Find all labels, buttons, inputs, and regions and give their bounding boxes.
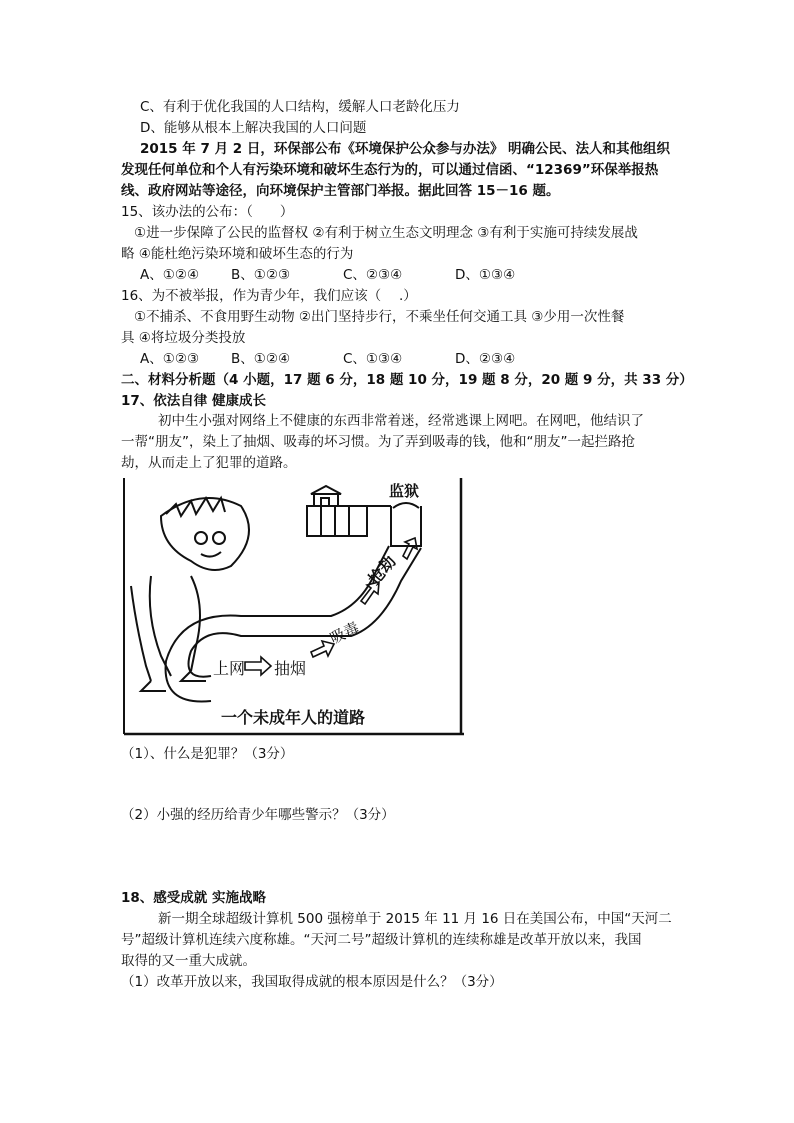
q17-para-1: 初中生小强对网络上不健康的东西非常着迷，经常逃课上网吧。在网吧，他结识了 <box>158 413 644 429</box>
q17-sub-1: （1）、什么是犯罪？（3分） <box>121 746 294 762</box>
q17-para-2: 一帮“朋友”，染上了抽烟、吸毒的坏习惯。为了弄到吸毒的钱，他和“朋友”一起拦路抢 <box>121 434 635 450</box>
q15-option-c: C、②③④ <box>343 267 403 283</box>
option-d-prev: D、能够从根本上解决我国的人口问题 <box>140 120 367 136</box>
q18-title: 18、感受成就 实施战略 <box>121 890 266 906</box>
arrow-4-icon <box>403 538 417 559</box>
step-robbery: 抢劫 <box>364 551 400 589</box>
q16-stem: 16、为不被举报，作为青少年，我们应该（ .） <box>121 288 417 304</box>
q17-title: 17、依法自律 健康成长 <box>121 393 266 409</box>
q17-sub-2: （2）小强的经历给青少年哪些警示？（3分） <box>121 807 395 823</box>
intro-line-3: 线、政府网站等途径，向环境保护主管部门举报。据此回答 15－16 题。 <box>121 183 560 199</box>
q15-statements-2: 略 ④能杜绝污染环境和破坏生态的行为 <box>121 246 354 262</box>
q15-option-a: A、①②④ <box>140 267 200 283</box>
cartoon-illustration <box>121 476 466 738</box>
q16-option-d: D、②③④ <box>455 351 516 367</box>
q16-statements-1: ①不捕杀、不食用野生动物 ②出门坚持步行，不乘坐任何交通工具 ③少用一次性餐 <box>134 309 625 325</box>
q16-option-a: A、①②③ <box>140 351 200 367</box>
q15-stem: 15、该办法的公布：（ ） <box>121 204 294 220</box>
arrow-1-icon <box>245 657 271 675</box>
q16-option-b: B、①②④ <box>231 351 291 367</box>
q15-statements-1: ①进一步保障了公民的监督权 ②有利于树立生态文明理念 ③有利于实施可持续发展战 <box>134 225 638 241</box>
step-online: 上网 <box>213 659 246 678</box>
q16-option-c: C、①③④ <box>343 351 403 367</box>
q15-option-d: D、①③④ <box>455 267 516 283</box>
option-c-prev: C、有利于优化我国的人口结构，缓解人口老龄化压力 <box>140 99 460 115</box>
cartoon-caption: 一个未成年人的道路 <box>221 708 366 727</box>
q15-option-b: B、①②③ <box>231 267 291 283</box>
intro-line-2: 发现任何单位和个人有污染环境和破坏生态行为的，可以通过信函、“12369”环保举报热 <box>121 162 659 178</box>
q17-para-3: 劫，从而走上了犯罪的道路。 <box>121 455 297 471</box>
arrow-2-icon <box>311 641 334 657</box>
q18-para-1: 新一期全球超级计算机 500 强榜单于 2015 年 11 月 16 日在美国公布，中国“天河二 <box>158 911 672 927</box>
q18-para-2: 号”超级计算机连续六度称雄。“天河二号”超级计算机的连续称雄是改革开放以来，我国 <box>121 932 642 948</box>
intro-line-1: 2015 年 7 月 2 日，环保部公布《环境保护公众参与办法》 明确公民、法人和其他组织 <box>140 141 671 157</box>
section-2-heading: 二、材料分析题（4 小题，17 题 6 分，18 题 10 分，19 题 8 分，20 题 9 分，共 33 分） <box>121 372 693 388</box>
step-smoking: 抽烟 <box>274 659 307 678</box>
q16-statements-2: 具 ④将垃圾分类投放 <box>121 330 246 346</box>
prison-label: 监狱 <box>389 482 420 500</box>
q18-para-3: 取得的又一重大成就。 <box>121 953 256 969</box>
q18-sub-1: （1）改革开放以来，我国取得成就的根本原因是什么？（3分） <box>121 974 503 990</box>
step-drugs: 吸毒 <box>327 618 362 648</box>
